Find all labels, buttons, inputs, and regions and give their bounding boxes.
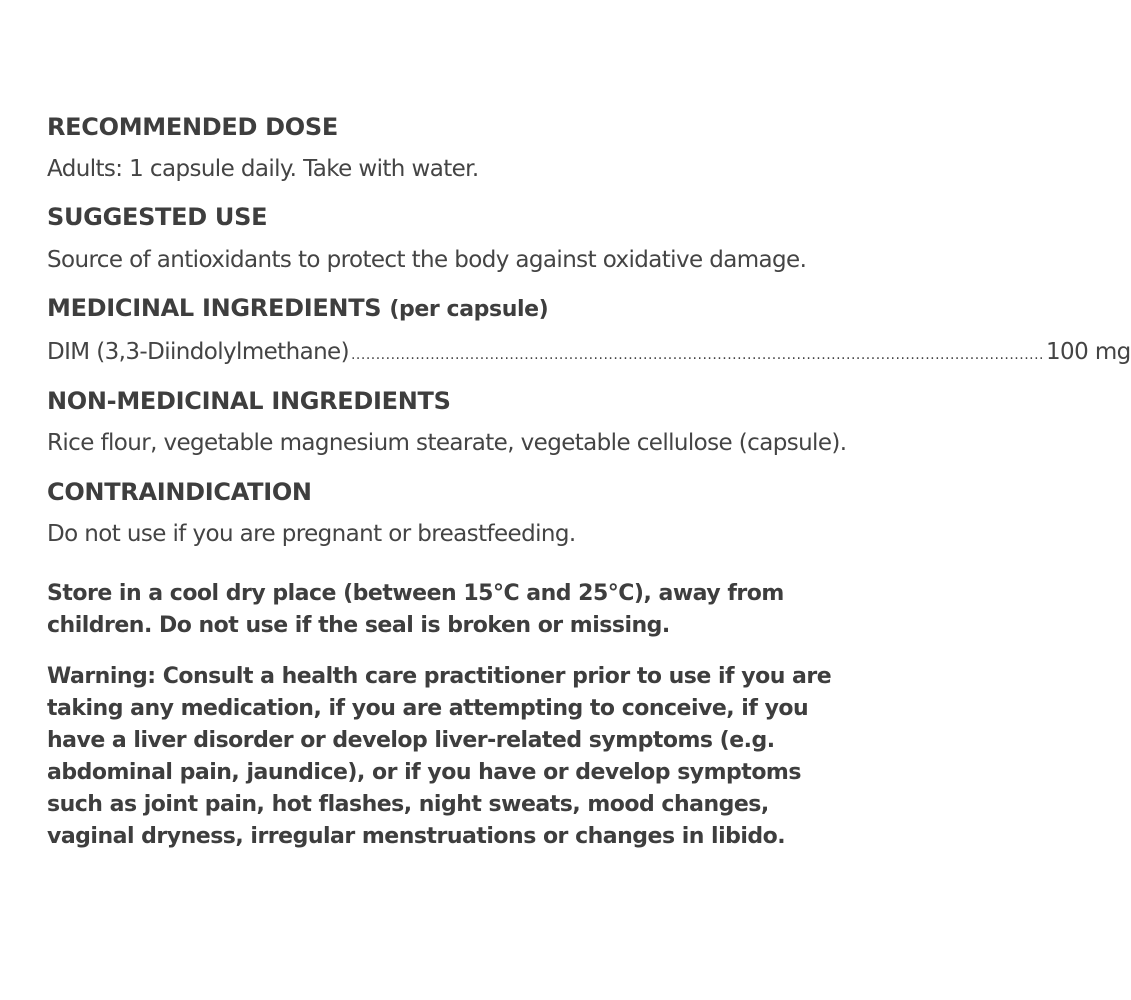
- medicinal-ingredients-heading-suffix: (per capsule): [389, 297, 549, 322]
- storage-line: children. Do not use if the seal is broken or missing.: [47, 613, 670, 638]
- medicinal-ingredients-heading: [47, 293, 947, 325]
- warning-line: Warning: Consult a health care practitioner prior to use if you are: [47, 664, 832, 689]
- warning-line: taking any medication, if you are attempting to conceive, if you: [47, 696, 809, 721]
- contraindication-text: Do not use if you are pregnant or breastfeeding.: [47, 521, 576, 547]
- warning-line: have a liver disorder or develop liver-related symptoms (e.g.: [47, 728, 775, 753]
- dot-leader: ............................................................................................................................................: [350, 347, 1045, 363]
- warning-notice: [47, 661, 947, 853]
- non-medicinal-ingredients-text: Rice flour, vegetable magnesium stearate, vegetable cellulose (capsule).: [47, 430, 847, 456]
- warning-line: abdominal pain, jaundice), or if you have or develop symptoms: [47, 760, 801, 785]
- medicinal-ingredient-name: DIM (3,3-Diindolylmethane): [47, 339, 349, 365]
- suggested-use-heading: SUGGESTED USE: [47, 203, 268, 231]
- recommended-dose-heading: RECOMMENDED DOSE: [47, 113, 338, 141]
- storage-line: Store in a cool dry place (between 15°C and 25°C), away from: [47, 581, 784, 606]
- warning-line: such as joint pain, hot flashes, night sweats, mood changes,: [47, 792, 769, 817]
- medicinal-ingredients-heading-main: MEDICINAL INGREDIENTS: [47, 294, 382, 322]
- storage-notice: [47, 578, 947, 642]
- warning-line: vaginal dryness, irregular menstruations or changes in libido.: [47, 824, 786, 849]
- medicinal-ingredient-row: [47, 337, 1131, 370]
- non-medicinal-ingredients-heading: NON-MEDICINAL INGREDIENTS: [47, 387, 451, 415]
- suggested-use-text: Source of antioxidants to protect the body against oxidative damage.: [47, 247, 807, 273]
- recommended-dose-text: Adults: 1 capsule daily. Take with water.: [47, 156, 479, 182]
- contraindication-heading: CONTRAINDICATION: [47, 478, 312, 506]
- medicinal-ingredient-amount: 100 mg: [1046, 339, 1131, 365]
